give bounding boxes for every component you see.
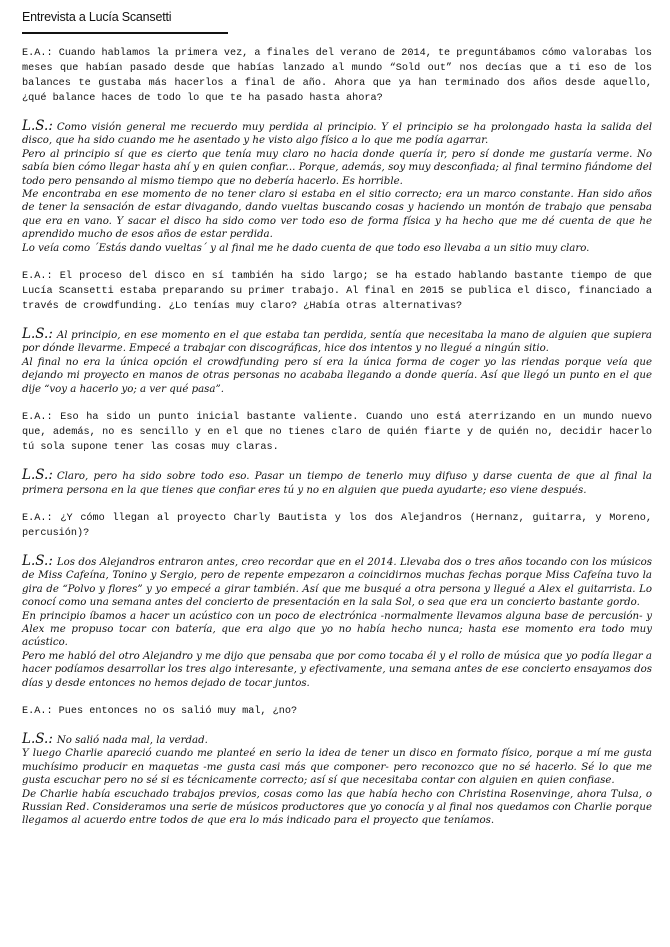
answer-paragraph: Y luego Charlie apareció cuando me planteé en serio la idea de tener un disco en formato físico, porque a mí me gusta muchísimo producir en maquetas -me gusta casi más que componer- pero reconozco que no sé hacerlo. Sé lo que me gusta escuchar pero no sé si es técnicamente correcto; así sí que necesitaba contar con alguien en quien confiase. [22,748,652,787]
answer-paragraph: Los dos Alejandros entraron antes, creo recordar que en el 2014. Llevaba dos o tres años tocando con los músicos de Miss Cafeína, Tonino y Sergio, pero de repente empezaron a coincidirnos muchas fechas porque Miss Cafeína tuvo la gira de “Polvo y flores” y yo empecé a girar también. Así que me busqué a otra persona y llegué a Alex el guitarrista. Lo conocí como una semana antes del concierto de presentación en la sala Sol, o sea que era un concierto bastante gordo. [22,556,652,609]
interviewer-question: E.A.: El proceso del disco en sí también ha sido largo; se ha estado hablando bastante tiempo de que Lucía Scansetti estaba preparando su primer trabajo. Al final en 2015 se publica el disco, financiado a través de crowdfunding. ¿Lo tenías muy claro? ¿Había otras alternativas? [22,271,652,313]
answer-paragraph: Me encontraba en ese momento de no tener claro si estaba en el sitio correcto; era un marco constante. Han sido años de tener la sensación de estar divagando, dando vueltas buscando cosas y haciendo un montón de trabajo que pensaba que era en vano. Y sacar el disco ha sido como ver todo eso de forma física y ha hecho que me dé cuenta de que he aprendido mucho de esos años de estar perdida. [22,189,652,241]
interviewer-question: E.A.: Pues entonces no os salió muy mal, ¿no? [22,705,298,717]
speaker-label: L.S.: [22,467,53,484]
speaker-label: L.S.: [22,118,53,134]
answer-paragraph: Como visión general me recuerdo muy perdida al principio. Y el principio se ha prolongado hasta la salida del disco, que ha sido cuando me he asentado y he visto algo físico a lo que me podía agarrar. [22,122,652,147]
answer-paragraph: Pero al principio sí que es cierto que tenía muy claro no hacia donde quería ir, pero sí donde me gustaría verme. No sabía bien cómo llegar hasta ahí y en quien confiar... Porque, además, soy muy desconfiada; al final termino fiándome del todo pero pensando al mismo tiempo que no debería hacerlo. Es horrible. [22,148,652,187]
speaker-label: L.S.: [22,326,53,343]
interviewer-question: E.A.: Cuando hablamos la primera vez, a finales del verano de 2014, te preguntábamos cómo valorabas los meses que habían pasado desde que habías lanzado al mundo “Sold out” nos decías que a ti eso de los balances te gustaba más hacerlos a final de año. Ahora que ya han terminado dos años desde aquello, ¿qué balance haces de todo lo que te ha pasado hasta ahora? [22,48,652,104]
answer-paragraph: Lo veía como ´Estás dando vueltas´ y al final me he dado cuenta de que todo eso llevaba a un sitio muy claro. [22,242,590,254]
answer-paragraph: Claro, pero ha sido sobre todo eso. Pasar un tiempo de tenerlo muy difuso y darse cuenta de que al final la primera persona en la que tienes que confiar eres tú y no en alguien que pueda ayudarte; eso viene después. [22,471,652,496]
interviewee-answer [22,552,652,690]
document-header-title: Entrevista a Lucía Scansetti [22,10,172,24]
interviewee-answer [22,469,652,497]
answer-paragraph: En principio íbamos a hacer un acústico con un poco de electrónica -normalmente llevamos alguna base de percusión- y Alex me propuso tocar con batería, que era algo que yo no había hecho nunca; hasta ese momento era todo muy acústico. [22,610,652,649]
interview-body [22,46,652,842]
speaker-label: L.S.: [22,552,53,569]
interviewee-answer [22,730,652,828]
interviewee-answer [22,328,652,396]
answer-paragraph: Al final no era la única opción el crowdfunding pero sí era la única forma de coger yo las riendas porque veía que dejando mi proyecto en manos de otras personas no acababa llegando a donde quería. Así que llegó un punto en el que dije “voy a hacerlo yo; a ver qué pasa”. [22,356,652,395]
header-underline [22,32,228,34]
answer-paragraph: Al principio, en ese momento en el que estaba tan perdida, sentía que necesitaba la mano de alguien que supiera por dónde llevarme. Empecé a trabajar con discográficas, hice dos intentos y no llegué a ningún sitio. [22,330,652,355]
interviewee-answer [22,120,652,255]
answer-paragraph: No salió nada mal, la verdad. [56,734,208,746]
interviewer-question: E.A.: ¿Y cómo llegan al proyecto Charly Bautista y los dos Alejandros (Hernanz, guitarra, y Moreno, percusión)? [22,512,652,539]
interviewer-question: E.A.: Eso ha sido un punto inicial bastante valiente. Cuando uno está aterrizando en un mundo nuevo que, además, no es sencillo y en el que no tienes claro de quién fiarte y de quién no, decidir hacerlo tú sola supone tener las cosas muy claras. [22,412,652,454]
speaker-label: L.S.: [22,730,53,747]
answer-paragraph: De Charlie había escuchado trabajos previos, cosas como las que había hecho con Christina Rosenvinge, ahora Tulsa, o Russian Red. Consideramos una serie de músicos productores que yo conocía y al final nos quedamos con Charlie porque llegamos al acuerdo entre todos de que era lo más indicado para el proyecto que teníamos. [22,788,652,827]
answer-paragraph: Pero me habló del otro Alejandro y me dijo que pensaba que por como tocaba él y el rollo de música que yo podía llegar a hacer podíamos desarrollar los tres algo interesante, y efectivamente, una semana antes de ese concierto ensayamos dos días y desde entonces no hemos dejado de tocar juntos. [22,650,652,689]
